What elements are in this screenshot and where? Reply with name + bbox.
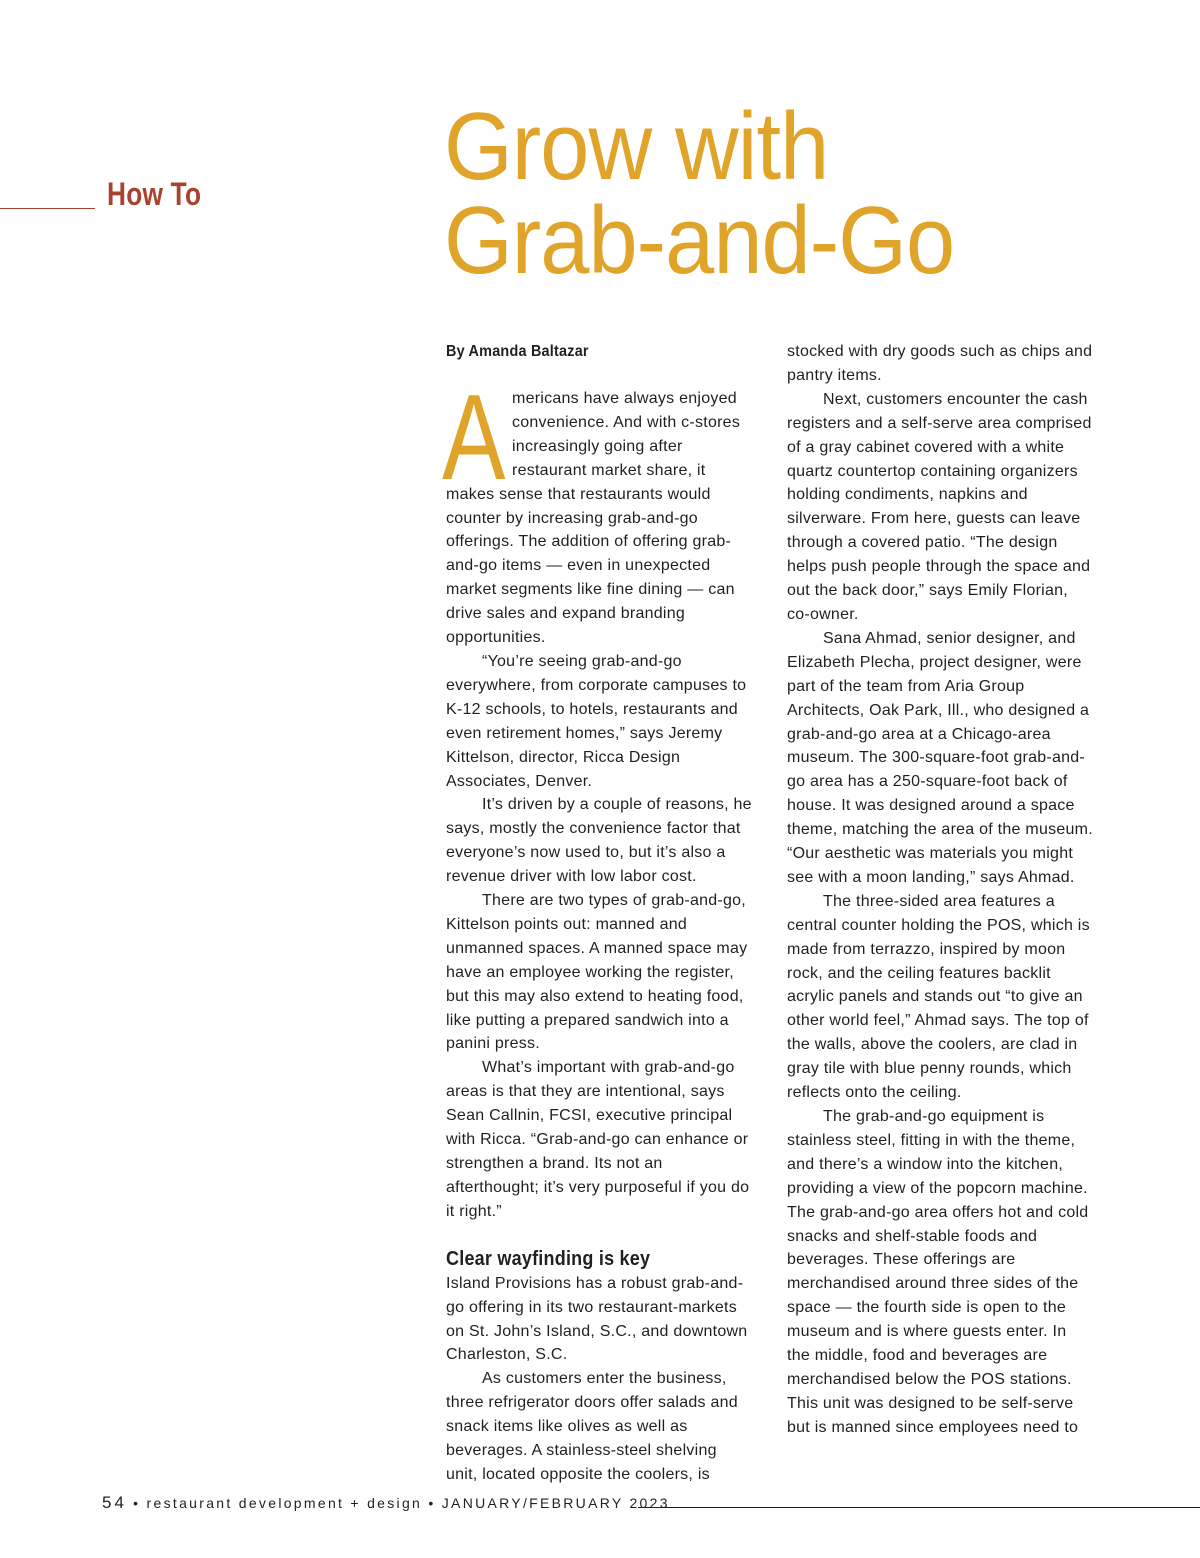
- footer-bullet: •: [428, 1495, 436, 1511]
- paragraph: Next, customers encounter the cash registers and a self-serve area comprised of a gray cabinet covered with a white quartz countertop containing organizers holding condiments, napkins and silverware. From here, guests can leave through a covered patio. “The design helps push people through the space and out the back door,” says Emily Florian, co-owner.: [787, 390, 1092, 623]
- byline: By Amanda Baltazar: [446, 343, 589, 360]
- paragraph: stocked with dry goods such as chips and pantry items.: [787, 343, 1093, 384]
- page-number: 54: [102, 1493, 127, 1512]
- issue-date: JANUARY/FEBRUARY 2023: [441, 1495, 670, 1511]
- paragraph: There are two types of grab-and-go, Kittelson points out: manned and unmanned spaces. A manned space may have an employee working the register, but this may also extend to heating food, like putting a prepared sandwich into a panini press.: [446, 892, 748, 1053]
- headline: [444, 93, 955, 294]
- footer-bullet: •: [133, 1495, 141, 1511]
- paragraph: Island Provisions has a robust grab-and-go offering in its two restaurant-markets on St. John’s Island, S.C., and downtown Charleston, S.C.: [446, 1274, 748, 1364]
- publication-name: restaurant development + design: [146, 1495, 423, 1511]
- paragraph: What’s important with grab-and-go areas is that they are intentional, says Sean Callnin, FCSI, executive principal with Ricca. “Grab-and-go can enhance or strengthen a brand. Its not an afterthought; it’s very purposeful if you do it right.”: [446, 1059, 750, 1220]
- paragraph: The three-sided area features a central counter holding the POS, which is made from terrazzo, inspired by moon rock, and the ceiling features backlit acrylic panels and stands out “to give an other world feel,” Ahmad says. The top of the walls, above the coolers, are clad in gray tile with blue penny rounds, which reflects onto the ceiling.: [787, 892, 1090, 1102]
- paragraph: The grab-and-go equipment is stainless steel, fitting in with the theme, and there’s a window into the kitchen, providing a view of the popcorn machine. The grab-and-go area offers hot and cold snacks and shelf-stable foods and beverages. These offerings are merchandised around three sides of the space — the fourth side is open to the museum and is where guests enter. In the middle, food and beverages are merchandised below the POS stations. This unit was designed to be self-serve but is manned since employees need to: [787, 1108, 1089, 1436]
- page-footer: [102, 1493, 670, 1513]
- drop-cap: A: [442, 369, 506, 505]
- section-label: How To: [107, 176, 202, 212]
- headline-line-2: Grab-and-Go: [444, 187, 955, 294]
- footer-rule: [638, 1507, 1200, 1508]
- intro-paragraph: [442, 369, 752, 650]
- paragraph: As customers enter the business, three refrigerator doors offer salads and snack items like olives as well as beverages. A stainless-steel shelving unit, located opposite the coolers, is: [446, 1370, 738, 1483]
- paragraph: “You’re seeing grab-and-go everywhere, from corporate campuses to K-12 schools, to hotels, restaurants and even retirement homes,” says Jeremy Kittelson, director, Ricca Design Associates, Denver.: [446, 652, 747, 790]
- section-rule: [0, 208, 95, 209]
- paragraph: It’s driven by a couple of reasons, he says, mostly the convenience factor that everyone’s now used to, but it’s also a revenue driver with low labor cost.: [446, 796, 752, 886]
- article-column-left: [442, 340, 752, 1487]
- article-column-right: [787, 340, 1093, 1440]
- paragraph: Sana Ahmad, senior designer, and Elizabeth Plecha, project designer, were part of the team from Aria Group Architects, Oak Park, Ill., who designed a grab-and-go area at a Chicago-area museum. The 300-square-foot grab-and-go area has a 250-square-foot back of house. It was designed around a space theme, matching the area of the museum. “Our aesthetic was materials you might see with a moon landing,” says Ahmad.: [787, 629, 1093, 886]
- intro-text: mericans have always enjoyed convenience. And with c-stores increasingly going after restaurant market share, it makes sense that restaurants would counter by increasing grab-and-go offerings. The addition of offering grab-and-go items — even in unexpected market segments like fine dining — can drive sales and expand branding opportunities.: [446, 390, 741, 647]
- headline-line-1: Grow with: [444, 93, 829, 200]
- subheading: Clear wayfinding is key: [446, 1247, 651, 1270]
